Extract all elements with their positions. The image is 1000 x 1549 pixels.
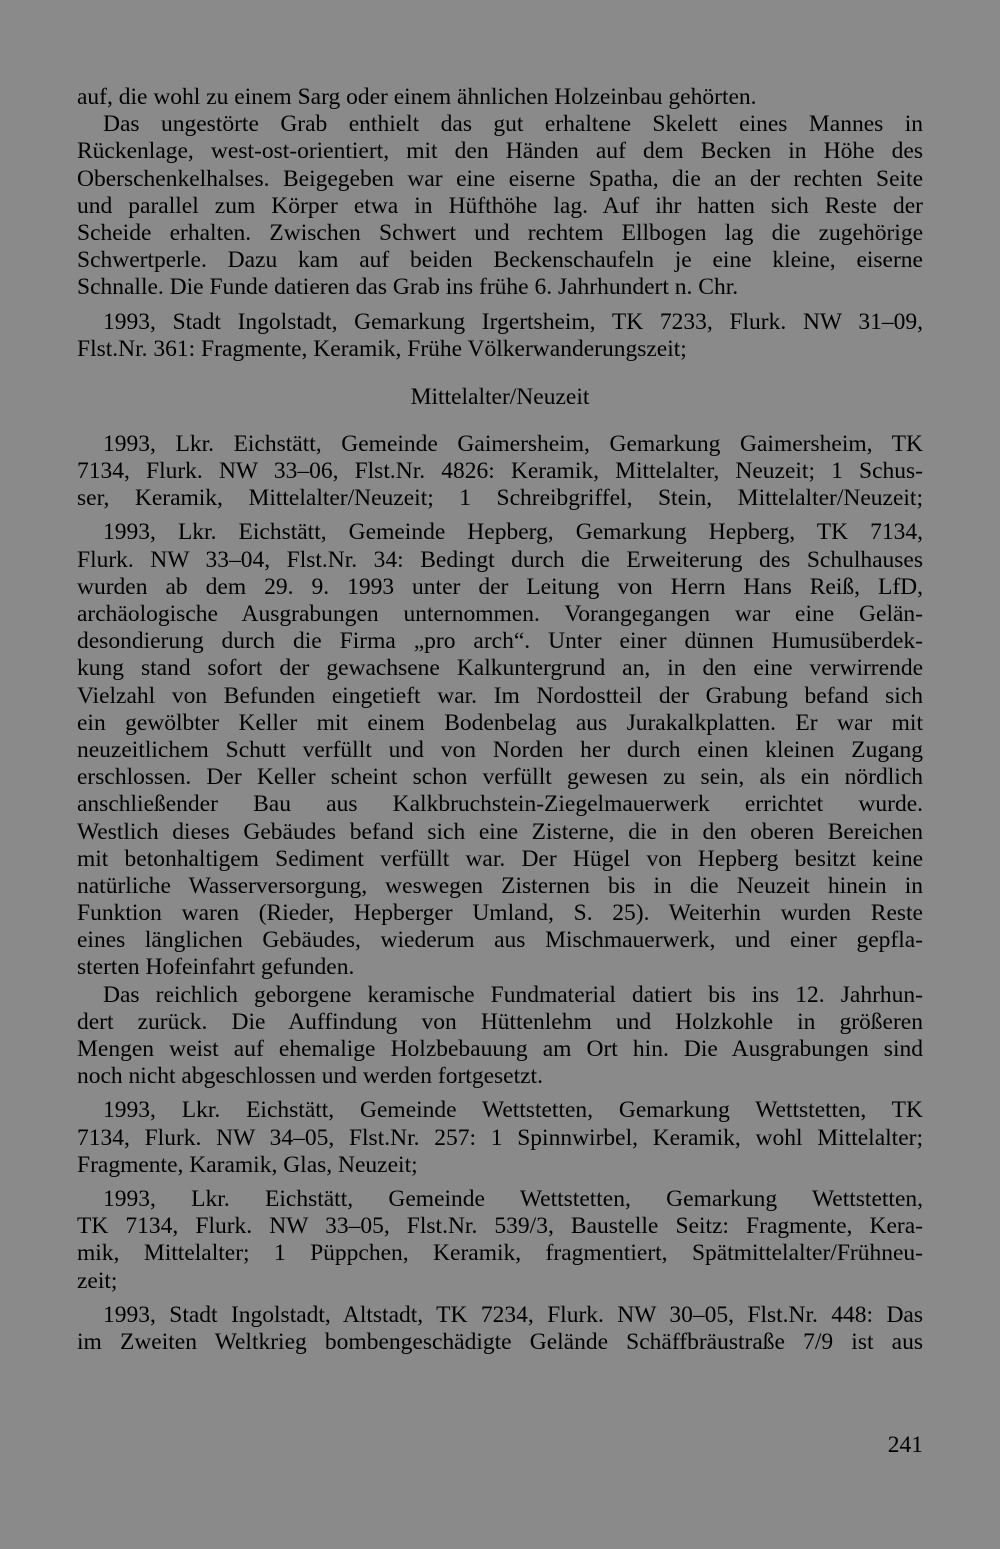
paragraph-gap bbox=[77, 1179, 923, 1186]
text-line: im Zweiten Weltkrieg bombengeschädigte Gelände Schäffbräustraße 7/9 ist aus bbox=[77, 1328, 923, 1355]
text-line: auf, die wohl zu einem Sarg oder einem ähnlichen Holzeinbau gehörten. bbox=[77, 84, 757, 110]
paragraph-gap bbox=[77, 512, 923, 519]
text-line: desondierung durch die Firma „pro arch“. Unter einer dünnen Humusüberdek- bbox=[77, 628, 923, 655]
text-line: 7134, Flurk. NW 34–05, Flst.Nr. 257: 1 Spinnwirbel, Keramik, wohl Mittelalter; bbox=[77, 1124, 923, 1151]
text-line: Rückenlage, west-ost-orientiert, mit den Händen auf dem Becken in Höhe des bbox=[77, 138, 923, 165]
paragraph-grave-description bbox=[77, 84, 923, 302]
text-line: TK 7134, Flurk. NW 33–05, Flst.Nr. 539/3, Baustelle Seitz: Fragmente, Kera- bbox=[77, 1213, 923, 1240]
text-line: ein gewölbter Keller mit einem Bodenbelag aus Jurakalkplatten. Er war mit bbox=[77, 709, 923, 736]
text-line: Das reichlich geborgene keramische Fundmaterial datiert bis ins 12. Jahrhun- bbox=[103, 981, 923, 1008]
text-line: 1993, Lkr. Eichstätt, Gemeinde Hepberg, Gemarkung Hepberg, TK 7134, bbox=[103, 519, 923, 546]
paragraph-gap bbox=[77, 302, 923, 309]
text-line: 7134, Flurk. NW 33–06, Flst.Nr. 4826: Keramik, Mittelalter, Neuzeit; 1 Schus- bbox=[77, 458, 923, 485]
text-line: archäologische Ausgrabungen unternommen. Vorangegangen war eine Gelän- bbox=[77, 601, 923, 627]
text-line: zeit; bbox=[77, 1267, 118, 1294]
text-line: erschlossen. Der Keller scheint schon verfüllt gewesen zu sein, als ein nördlich bbox=[77, 764, 923, 791]
heading-wrapper bbox=[77, 363, 923, 431]
entry-wettstetten-2 bbox=[77, 1186, 923, 1295]
text-line: 1993, Lkr. Eichstätt, Gemeinde Wettstetten, Gemarkung Wettstetten, TK bbox=[103, 1097, 923, 1124]
text-line: Schnalle. Die Funde datieren das Grab ins frühe 6. Jahrhundert n. Chr. bbox=[77, 274, 739, 301]
text-line: mit betonhaltigem Sediment verfüllt war. Der Hügel von Hepberg besitzt keine bbox=[77, 845, 923, 872]
text-line: und parallel zum Körper etwa in Hüfthöhe lag. Auf ihr hatten sich Reste der bbox=[77, 192, 923, 219]
text-line: 1993, Lkr. Eichstätt, Gemeinde Wettstetten, Gemarkung Wettstetten, bbox=[103, 1185, 923, 1212]
page-body bbox=[77, 84, 923, 1356]
paragraph-gap bbox=[77, 1090, 923, 1097]
entry-ingolstadt-altstadt bbox=[77, 1302, 923, 1356]
entry-hepberg bbox=[77, 519, 923, 1090]
text-line: mik, Mittelalter; 1 Püppchen, Keramik, fragmentiert, Spätmittelalter/Frühneu- bbox=[77, 1240, 923, 1267]
text-line: Fragmente, Karamik, Glas, Neuzeit; bbox=[77, 1151, 418, 1178]
text-line: kung stand sofort der gewachsene Kalkuntergrund an, in den eine verwirrende bbox=[77, 655, 923, 682]
section-heading: Mittelalter/Neuzeit bbox=[410, 383, 590, 410]
text-line: neuzeitlichem Schutt verfüllt und von Norden her durch einen kleinen Zugang bbox=[77, 736, 923, 763]
text-line: anschließender Bau aus Kalkbruchstein-Ziegelmauerwerk errichtet wurde. bbox=[77, 791, 923, 818]
text-line: natürliche Wasserversorgung, weswegen Zisternen bis in die Neuzeit hinein in bbox=[77, 872, 923, 899]
text-line: Schwertperle. Dazu kam auf beiden Beckenschaufeln je eine kleine, eiserne bbox=[77, 247, 923, 274]
text-line: dert zurück. Die Auffindung von Hüttenlehm und Holzkohle in größeren bbox=[77, 1008, 923, 1035]
entry-wettstetten-1 bbox=[77, 1097, 923, 1179]
text-line: sterten Hofeinfahrt gefunden. bbox=[77, 954, 355, 981]
page-number: 241 bbox=[887, 1432, 923, 1458]
text-line: wurden ab dem 29. 9. 1993 unter der Leitung von Herrn Hans Reiß, LfD, bbox=[77, 573, 923, 600]
text-line: Westlich dieses Gebäudes befand sich eine Zisterne, die in den oberen Bereichen bbox=[77, 818, 923, 845]
text-line: Flst.Nr. 361: Fragmente, Keramik, Frühe Völkerwanderungszeit; bbox=[77, 335, 687, 362]
text-line: Oberschenkelhalses. Beigegeben war eine eiserne Spatha, die an der rechten Seite bbox=[77, 165, 923, 192]
entry-irgertsheim bbox=[77, 309, 923, 363]
text-line: Flurk. NW 33–04, Flst.Nr. 34: Bedingt durch die Erweiterung des Schulhauses bbox=[77, 546, 923, 573]
text-line: Scheide erhalten. Zwischen Schwert und rechtem Ellbogen lag die zugehörige bbox=[77, 219, 923, 246]
paragraph-gap bbox=[77, 1295, 923, 1302]
text-line: ser, Keramik, Mittelalter/Neuzeit; 1 Schreibgriffel, Stein, Mittelalter/Neuzeit; bbox=[77, 485, 923, 512]
text-line: 1993, Stadt Ingolstadt, Gemarkung Irgertsheim, TK 7233, Flurk. NW 31–09, bbox=[103, 308, 923, 335]
text-line: noch nicht abgeschlossen und werden fortgesetzt. bbox=[77, 1063, 543, 1090]
text-line: 1993, Lkr. Eichstätt, Gemeinde Gaimersheim, Gemarkung Gaimersheim, TK bbox=[103, 430, 923, 457]
text-line: eines länglichen Gebäudes, wiederum aus Mischmauerwerk, und einer gepfla- bbox=[77, 927, 923, 954]
text-line: Das ungestörte Grab enthielt das gut erhaltene Skelett eines Mannes in bbox=[103, 111, 923, 138]
text-line: 1993, Stadt Ingolstadt, Altstadt, TK 7234, Flurk. NW 30–05, Flst.Nr. 448: Das bbox=[103, 1301, 923, 1328]
text-line: Vielzahl von Befunden eingetieft war. Im Nordostteil der Grabung befand sich bbox=[77, 682, 923, 709]
text-line: Funktion waren (Rieder, Hepberger Umland, S. 25). Weiterhin wurden Reste bbox=[77, 900, 923, 927]
text-line: Mengen weist auf ehemalige Holzbebauung am Ort hin. Die Ausgrabungen sind bbox=[77, 1036, 923, 1062]
entry-gaimersheim bbox=[77, 431, 923, 513]
